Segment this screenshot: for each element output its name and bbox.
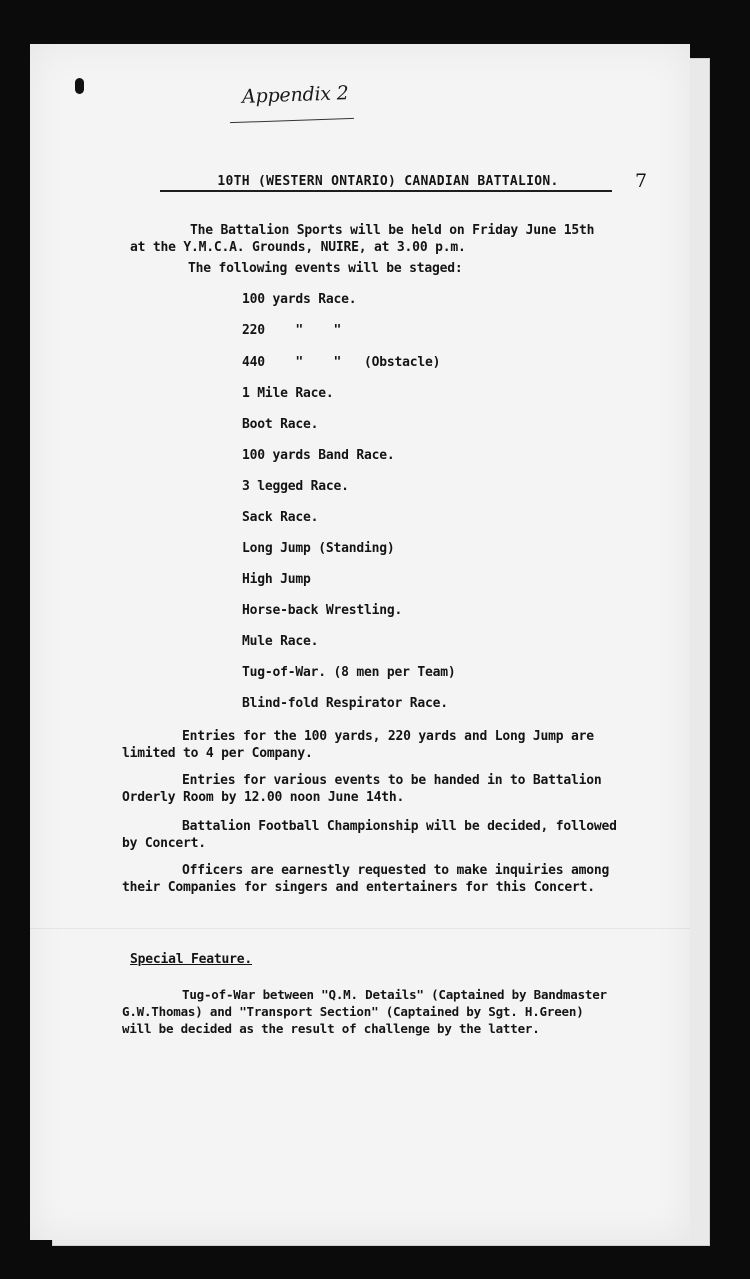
paragraph-line: Entries for various events to be handed in to Battalion: [182, 773, 602, 788]
event-item: Long Jump (Standing): [242, 541, 395, 556]
paragraph-line: by Concert.: [122, 836, 206, 851]
fold-line: [30, 928, 690, 929]
events-heading: The following events will be staged:: [188, 261, 463, 276]
event-item: 3 legged Race.: [242, 479, 349, 494]
event-item: 1 Mile Race.: [242, 386, 334, 401]
event-item: Horse-back Wrestling.: [242, 603, 403, 618]
paragraph-line: Officers are earnestly requested to make inquiries among: [182, 863, 610, 878]
entries-deadline-paragraph: [122, 772, 682, 806]
event-item: 440 " " (Obstacle): [242, 355, 441, 370]
paragraph-line: G.W.Thomas) and "Transport Section" (Captained by Sgt. H.Green): [122, 1004, 584, 1019]
intro-line-1: The Battalion Sports will be held on Friday June 15th: [190, 223, 595, 238]
paragraph-line: Battalion Football Championship will be decided, followed: [182, 819, 617, 834]
concert-paragraph: [122, 862, 682, 896]
event-item: Boot Race.: [242, 417, 319, 432]
paragraph-line: Orderly Room by 12.00 noon June 14th.: [122, 790, 405, 805]
appendix-underline: [230, 118, 354, 123]
event-item: Sack Race.: [242, 510, 319, 525]
document-title: 10TH (WESTERN ONTARIO) CANADIAN BATTALION.: [217, 174, 559, 189]
paragraph-line: Tug-of-War between "Q.M. Details" (Captained by Bandmaster: [182, 987, 607, 1002]
document-page: [30, 44, 690, 1240]
event-item: 220 " ": [242, 323, 342, 338]
intro-line-2: at the Y.M.C.A. Grounds, NUIRE, at 3.00 p.m.: [130, 240, 466, 255]
paragraph-line: will be decided as the result of challenge by the latter.: [122, 1021, 540, 1036]
paragraph-line: Entries for the 100 yards, 220 yards and Long Jump are: [182, 729, 594, 744]
special-feature-heading: Special Feature.: [130, 952, 253, 967]
football-paragraph: [122, 818, 682, 852]
special-feature-paragraph: [122, 986, 682, 1037]
event-item: Mule Race.: [242, 634, 319, 649]
event-item: Blind-fold Respirator Race.: [242, 696, 448, 711]
event-item: High Jump: [242, 572, 311, 587]
intro-paragraph: [130, 222, 670, 256]
appendix-annotation: Appendix 2: [241, 82, 349, 108]
punch-hole-icon: [75, 78, 84, 94]
paragraph-line: limited to 4 per Company.: [122, 746, 313, 761]
event-item: Tug-of-War. (8 men per Team): [242, 665, 456, 680]
paragraph-line: their Companies for singers and entertainers for this Concert.: [122, 880, 595, 895]
entries-limit-paragraph: [122, 728, 682, 762]
event-item: 100 yards Race.: [242, 292, 357, 307]
page-number: 7: [635, 170, 647, 192]
event-item: 100 yards Band Race.: [242, 448, 395, 463]
title-underline: [160, 190, 612, 192]
